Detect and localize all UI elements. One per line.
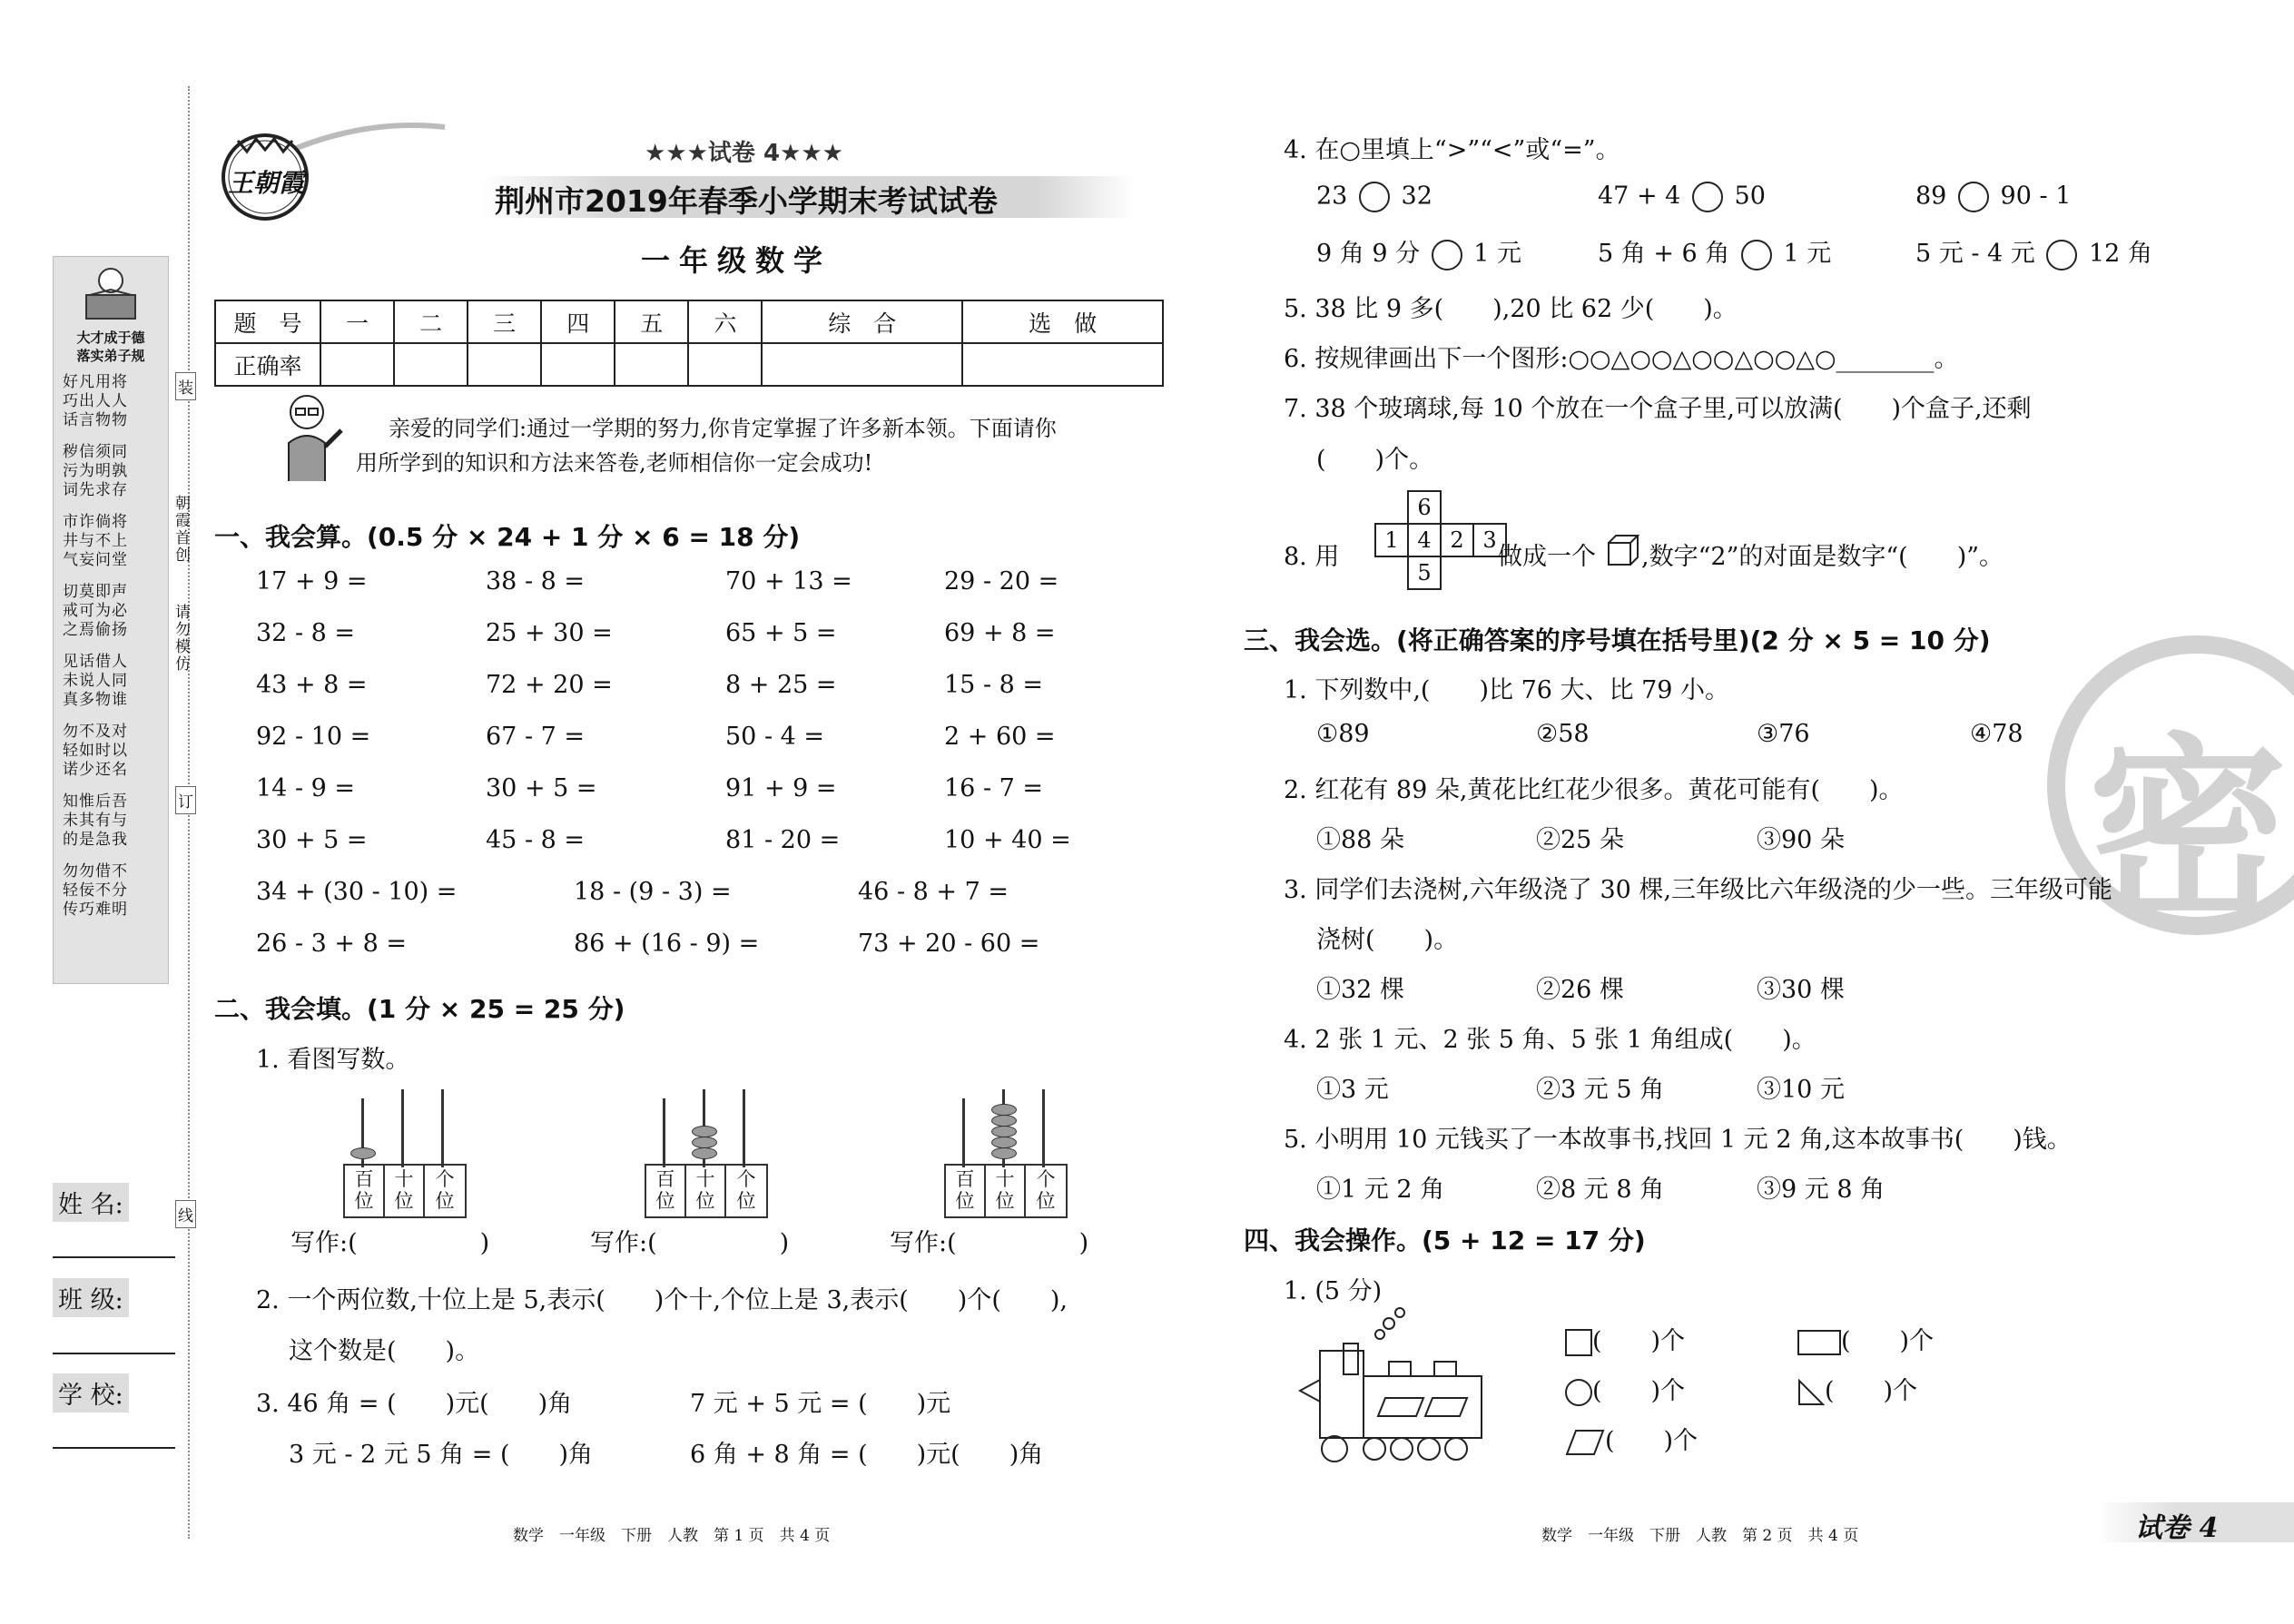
abacus-3 [944, 1089, 1068, 1218]
score-cell[interactable] [762, 343, 962, 386]
calc-item: 81 - 20 = [725, 826, 841, 854]
q8-middle: 做成一个 [1498, 543, 1596, 571]
score-header-optional: 选 做 [962, 300, 1163, 343]
score-header-total: 综 合 [762, 300, 962, 343]
choice-option[interactable]: ②58 [1536, 720, 1590, 748]
count-circle [1565, 1371, 1685, 1406]
net-face: 2 [1441, 524, 1473, 556]
calc-item: 2 + 60 = [944, 723, 1056, 751]
class-label: 班 级: [53, 1278, 129, 1317]
triangle-icon [1797, 1379, 1825, 1406]
score-header-1: 一 [320, 300, 394, 343]
section-3-title: 三、我会选。(将正确答案的序号填在括号里)(2 分 × 5 = 10 分) [1244, 625, 1991, 655]
section-1-title: 一、我会算。(0.5 分 × 24 + 1 分 × 6 = 18 分) [214, 522, 801, 552]
count-blank[interactable]: ( )个 [1592, 1377, 1686, 1405]
q4-item: 23 32 [1316, 182, 1433, 212]
place-hundreds: 百 位 [646, 1166, 686, 1216]
section-2-q3c: 3 元 - 2 元 5 角 = ( )角 [289, 1441, 594, 1469]
section-4-title: 四、我会操作。(5 + 12 = 17 分) [1244, 1225, 1646, 1255]
choice-option[interactable]: ②8 元 8 角 [1536, 1176, 1665, 1204]
place-hundreds: 百 位 [946, 1166, 986, 1216]
seal-mark-1: 装 [175, 372, 196, 400]
count-blank[interactable]: ( )个 [1841, 1327, 1935, 1355]
calc-item: 34 + (30 - 10) = [256, 878, 458, 906]
abacus-place-labels [645, 1164, 768, 1218]
bead [991, 1115, 1017, 1127]
calc-item: 46 - 8 + 7 = [858, 878, 1009, 906]
count-blank[interactable]: ( )个 [1605, 1427, 1698, 1455]
choice-option[interactable]: ①3 元 [1316, 1076, 1389, 1104]
calc-item: 67 - 7 = [486, 723, 586, 751]
net-face: 5 [1408, 556, 1441, 589]
compare-circle[interactable] [1432, 240, 1462, 271]
net-face: 3 [1473, 524, 1506, 556]
compare-circle[interactable] [1741, 240, 1772, 271]
calc-item: 10 + 40 = [944, 826, 1071, 854]
calc-item: 73 + 20 - 60 = [858, 930, 1040, 958]
place-ones: 个 位 [435, 1168, 455, 1212]
intro-line-2: 用所学到的知识和方法来答卷,老师相信你一定会成功! [356, 450, 873, 476]
bead [350, 1147, 376, 1159]
choice-option[interactable]: ③76 [1757, 720, 1810, 748]
q8-prefix: 8. 用 [1284, 543, 1340, 571]
footer-right: 数学 一年级 下册 人教 第 2 页 共 4 页 [1541, 1527, 1859, 1545]
choice-q3-line1: 3. 同学们去浇树,六年级浇了 30 棵,三年级比六年级浇的少一些。三年级可能 [1284, 876, 2113, 904]
q5: 5. 38 比 9 多( ),20 比 62 少( )。 [1284, 295, 1738, 323]
bead [692, 1137, 717, 1148]
place-tens: 十 位 [385, 1166, 425, 1216]
score-header-2: 二 [394, 300, 468, 343]
calc-item: 25 + 30 = [486, 619, 613, 647]
score-header-label: 题 号 [215, 300, 320, 343]
calc-item: 30 + 5 = [486, 774, 597, 802]
choice-q5: 5. 小明用 10 元钱买了一本故事书,找回 1 元 2 角,这本故事书( )钱。 [1284, 1126, 2072, 1154]
score-cell[interactable] [468, 343, 541, 386]
place-ones: 个 位 [736, 1168, 756, 1212]
choice-option[interactable]: ①1 元 2 角 [1316, 1176, 1445, 1204]
choice-q4: 4. 2 张 1 元、2 张 5 角、5 张 1 角组成( )。 [1284, 1026, 1816, 1054]
motto-line-1: 大才成于德 [76, 330, 145, 346]
calc-item: 26 - 3 + 8 = [256, 930, 407, 958]
calc-item: 50 - 4 = [725, 723, 825, 751]
calc-item: 70 + 13 = [725, 567, 852, 595]
calc-item: 69 + 8 = [944, 619, 1056, 647]
score-row-label: 正确率 [215, 343, 320, 386]
intro-line-1: 亲爱的同学们:通过一学期的努力,你肯定掌握了许多新本领。下面请你 [389, 416, 1057, 441]
choice-option[interactable]: ①89 [1316, 720, 1370, 748]
score-cell[interactable] [320, 343, 394, 386]
section-2-q3b: 7 元 + 5 元 = ( )元 [690, 1390, 951, 1418]
calc-item: 91 + 9 = [725, 774, 837, 802]
class-field-line[interactable] [53, 1313, 175, 1354]
write-answer-2[interactable]: 写作:( ) [590, 1229, 790, 1257]
name-field-line[interactable] [53, 1216, 175, 1258]
net-face: 6 [1408, 491, 1441, 524]
q4-item: 47 + 4 50 [1598, 182, 1766, 212]
q7-line1: 7. 38 个玻璃球,每 10 个放在一个盒子里,可以放满( )个盒子,还剩 [1284, 395, 2032, 423]
count-blank[interactable]: ( )个 [1825, 1377, 1918, 1405]
place-tens: 十 位 [986, 1166, 1026, 1216]
calc-item: 17 + 9 = [256, 567, 368, 595]
compare-circle[interactable] [1958, 182, 1989, 212]
section-2-q2-line2: 这个数是( )。 [289, 1337, 480, 1365]
q8-end: ,数字“2”的对面是数字“( )”。 [1641, 543, 2004, 571]
vertical-label-nocopy: 请勿模仿 [172, 604, 190, 673]
score-cell[interactable] [541, 343, 615, 386]
choice-option[interactable]: ③9 元 8 角 [1757, 1176, 1885, 1204]
compare-circle[interactable] [1692, 182, 1723, 212]
calc-item: 38 - 8 = [486, 567, 586, 595]
calc-item: 29 - 20 = [944, 567, 1059, 595]
q4-item: 5 元 - 4 元 12 角 [1915, 233, 2152, 271]
calc-item: 16 - 7 = [944, 774, 1044, 802]
abacus-place-labels [944, 1164, 1068, 1218]
q4-item: 89 90 - 1 [1915, 182, 2071, 212]
bead [991, 1104, 1017, 1116]
calc-item: 30 + 5 = [256, 826, 368, 854]
choice-option[interactable]: ②3 元 5 角 [1536, 1076, 1665, 1104]
bead [991, 1126, 1017, 1137]
calc-item: 15 - 8 = [944, 671, 1044, 699]
rectangle-icon [1797, 1330, 1841, 1355]
cube-net [1344, 490, 1507, 590]
footer-tag: 试卷 4 [2135, 1512, 2219, 1544]
calc-item: 43 + 8 = [256, 671, 368, 699]
score-cell[interactable] [615, 343, 688, 386]
place-ones: 个 位 [1036, 1168, 1056, 1212]
score-header-3: 三 [468, 300, 541, 343]
q7-line2: ( )个。 [1316, 446, 1434, 474]
count-rectangle [1797, 1321, 1934, 1356]
teacher-illustration [272, 390, 345, 481]
compare-circle[interactable] [1359, 182, 1390, 212]
parallelogram-icon [1565, 1429, 1605, 1456]
calc-item: 65 + 5 = [725, 619, 837, 647]
calc-item: 72 + 20 = [486, 671, 613, 699]
abacus-place-labels [343, 1164, 467, 1218]
subject-title: 一年级数学 [641, 243, 832, 278]
q4-item: 5 角 + 6 角 1 元 [1598, 233, 1831, 271]
page-title: 荆州市2019年春季小学期末考试试卷 [495, 183, 998, 219]
abacus-2 [645, 1089, 768, 1218]
calc-item: 86 + (16 - 9) = [574, 930, 760, 958]
section-2-q1: 1. 看图写数。 [256, 1046, 410, 1074]
paper-number: ★★★试卷 4★★★ [645, 140, 843, 167]
motto-text-block: 好凡用将 巧出人人 话言物物 秽信须同 污为明孰 词先求存 市诈倘将 井与不上 气妄问堂 切莫即声 戒可为必 之焉偷扬 见话借人 未说人同 真多物谁 勿不及对 轻如时以 诺少还名 知惟后吾 未其有与 的是急我 勿勿借不 轻佞不分 传巧难明 [63, 373, 128, 919]
school-label: 学 校: [53, 1373, 129, 1412]
seal-watermark-char: 密 [2088, 716, 2289, 949]
choice-option[interactable]: ①88 朵 [1316, 826, 1404, 854]
choice-option[interactable]: ③10 元 [1757, 1076, 1845, 1104]
sidebar-motto-panel [53, 256, 169, 984]
score-cell[interactable] [394, 343, 468, 386]
score-cell[interactable] [962, 343, 1163, 386]
calc-item: 92 - 10 = [256, 723, 371, 751]
q4-title: 4. 在○里填上“>”“<”或“=”。 [1284, 136, 1620, 164]
choice-q3-line2: 浇树( )。 [1316, 926, 1459, 954]
square-icon [1565, 1329, 1592, 1356]
score-header-5: 五 [615, 300, 688, 343]
calc-item: 45 - 8 = [486, 826, 586, 854]
place-hundreds: 百 位 [345, 1166, 385, 1216]
count-square [1565, 1321, 1685, 1356]
bead [692, 1147, 717, 1159]
abacus-1 [343, 1089, 467, 1218]
choice-option[interactable]: ④78 [1970, 720, 2023, 748]
compare-circle[interactable] [2046, 240, 2077, 271]
write-answer-3[interactable]: 写作:( ) [890, 1229, 1089, 1257]
mascot-illustration [81, 262, 141, 322]
count-blank[interactable]: ( )个 [1592, 1327, 1686, 1355]
bead [991, 1147, 1017, 1159]
cube-icon [1607, 534, 1639, 566]
choice-option[interactable]: ③30 棵 [1757, 976, 1845, 1004]
choice-option[interactable]: ①32 棵 [1316, 976, 1404, 1004]
bead [692, 1126, 717, 1137]
choice-q2: 2. 红花有 89 朵,黄花比红花少很多。黄花可能有( )。 [1284, 776, 1904, 804]
count-triangle [1797, 1371, 1917, 1406]
count-parallelogram [1565, 1421, 1698, 1456]
score-table [214, 300, 1164, 387]
name-label: 姓 名: [53, 1183, 129, 1222]
vertical-label-original: 朝霞首创 [172, 495, 190, 564]
section-2-title: 二、我会填。(1 分 × 25 = 25 分) [214, 994, 625, 1024]
choice-q1: 1. 下列数中,( )比 76 大、比 79 小。 [1284, 676, 1730, 704]
calc-item: 8 + 25 = [725, 671, 837, 699]
motto-line-2: 落实弟子规 [76, 348, 145, 364]
q4-item: 9 角 9 分 1 元 [1316, 233, 1521, 271]
score-header-6: 六 [688, 300, 762, 343]
choice-option[interactable]: ②25 朵 [1536, 826, 1624, 854]
section-4-q1: 1. (5 分) [1284, 1277, 1383, 1305]
net-face: 4 [1408, 524, 1441, 556]
score-cell[interactable] [688, 343, 762, 386]
section-2-q3d: 6 角 + 8 角 = ( )元( )角 [690, 1441, 1044, 1469]
section-2-q2-line1: 2. 一个两位数,十位上是 5,表示( )个十,个位上是 3,表示( )个( ), [256, 1286, 1068, 1314]
logo-text: 王朝霞 [227, 168, 304, 198]
place-tens: 十 位 [686, 1166, 726, 1216]
school-field-line[interactable] [53, 1407, 175, 1449]
section-2-q3a: 3. 46 角 = ( )元( )角 [256, 1390, 573, 1418]
seal-mark-3: 线 [175, 1200, 196, 1228]
footer-left: 数学 一年级 下册 人教 第 1 页 共 4 页 [513, 1527, 831, 1545]
seal-mark-2: 订 [175, 786, 196, 814]
choice-option[interactable]: ②26 棵 [1536, 976, 1624, 1004]
choice-option[interactable]: ③90 朵 [1757, 826, 1845, 854]
bead [991, 1137, 1017, 1148]
q6: 6. 按规律画出下一个图形:○○△○○△○○△○○△○________。 [1284, 345, 1959, 373]
calc-item: 18 - (9 - 3) = [574, 878, 732, 906]
calc-item: 14 - 9 = [256, 774, 356, 802]
train-drawing [1298, 1307, 1489, 1466]
calc-item: 32 - 8 = [256, 619, 356, 647]
net-face: 1 [1375, 524, 1408, 556]
circle-icon [1565, 1379, 1592, 1406]
score-header-4: 四 [541, 300, 615, 343]
write-answer-1[interactable]: 写作:( ) [290, 1229, 490, 1257]
